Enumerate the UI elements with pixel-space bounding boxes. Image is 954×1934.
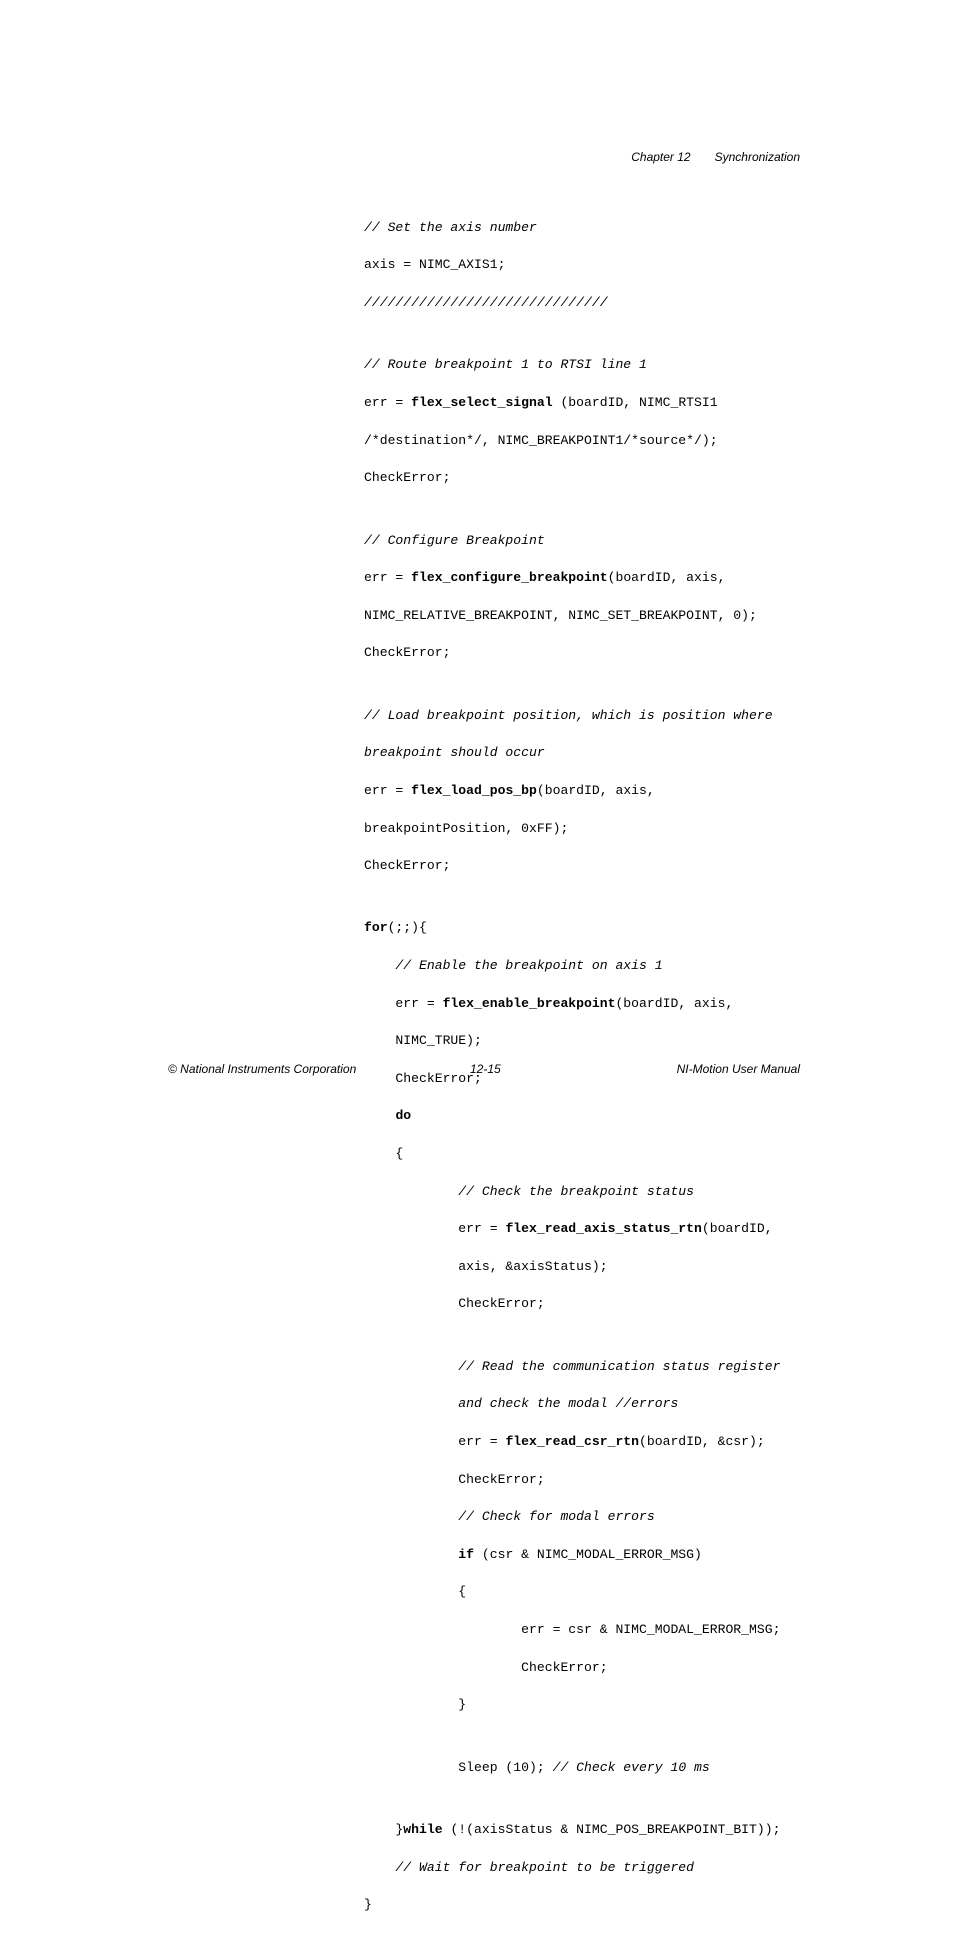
function-name: flex_read_csr_rtn <box>505 1434 640 1449</box>
footer-copyright: © National Instruments Corporation <box>168 1062 357 1076</box>
code-line: Sleep (10); // Check every 10 ms <box>364 1759 710 1775</box>
code-line: err = flex_load_pos_bp(boardID, axis, <box>364 782 655 798</box>
function-name: flex_load_pos_bp <box>411 782 537 798</box>
code-line: CheckError; <box>364 1296 545 1312</box>
code-line: CheckError; <box>364 1070 482 1086</box>
code-line: NIMC_TRUE); <box>364 1033 482 1049</box>
manual-title: NI-Motion User Manual <box>676 1062 800 1076</box>
code-line: err = flex_read_axis_status_rtn(boardID, <box>364 1221 773 1237</box>
running-header <box>631 150 800 164</box>
code-line: and check the modal //errors <box>364 1396 679 1412</box>
code-line: { <box>364 1584 467 1600</box>
code-line: CheckError; <box>364 1471 545 1487</box>
code-line: breakpointPosition, 0xFF); <box>364 820 569 836</box>
code-line: }while (!(axisStatus & NIMC_POS_BREAKPOINT_BIT)); <box>364 1821 781 1837</box>
code-line: CheckError; <box>364 1659 608 1675</box>
code-line: if (csr & NIMC_MODAL_ERROR_MSG) <box>458 1546 702 1562</box>
code-line: // Set the axis number <box>364 219 537 235</box>
code-line: CheckError; <box>364 470 451 486</box>
code-line: err = flex_read_csr_rtn(boardID, &csr); <box>364 1434 765 1449</box>
code-line: { <box>364 1146 404 1162</box>
code-line: err = flex_enable_breakpoint(boardID, axis, <box>364 995 734 1011</box>
code-line: // Configure Breakpoint <box>364 532 545 548</box>
code-line: } <box>364 1897 372 1913</box>
section-title: Synchronization <box>714 150 800 164</box>
function-name: flex_read_axis_status_rtn <box>505 1221 702 1237</box>
code-line: err = flex_configure_breakpoint(boardID, axis, <box>364 570 726 586</box>
inline-comment: // Check every 10 ms <box>552 1759 710 1775</box>
code-line: // Enable the breakpoint on axis 1 <box>364 958 663 974</box>
code-line: // Check for modal errors <box>364 1509 655 1525</box>
code-line: // Wait for breakpoint to be triggered <box>364 1859 695 1875</box>
code-line: err = flex_select_signal (boardID, NIMC_RTSI1 <box>364 394 718 410</box>
chapter-label: Chapter 12 <box>631 150 691 164</box>
code-line: // Route breakpoint 1 to RTSI line 1 <box>364 357 647 373</box>
code-line: // Read the communication status register <box>364 1358 781 1374</box>
code-line: breakpoint should occur <box>364 745 545 761</box>
code-line: } <box>364 1697 467 1713</box>
keyword: do <box>395 1108 412 1124</box>
code-line: CheckError; <box>364 645 451 661</box>
function-name: flex_configure_breakpoint <box>411 570 608 586</box>
code-line: CheckError; <box>364 858 451 874</box>
function-name: flex_select_signal <box>411 394 553 410</box>
code-line: // Load breakpoint position, which is position where <box>364 707 773 723</box>
keyword: for <box>364 920 388 936</box>
keyword: while <box>403 1821 443 1837</box>
code-line <box>364 1107 814 1126</box>
code-line: /*destination*/, NIMC_BREAKPOINT1/*source*/); <box>364 432 718 448</box>
code-line: /////////////////////////////// <box>364 294 608 310</box>
code-line: // Check the breakpoint status <box>364 1183 695 1199</box>
code-line: err = csr & NIMC_MODAL_ERROR_MSG; <box>364 1621 781 1637</box>
code-line: for(;;){ <box>364 920 427 936</box>
page-number: 12-15 <box>470 1062 501 1076</box>
code-line: axis, &axisStatus); <box>364 1258 608 1274</box>
function-name: flex_enable_breakpoint <box>442 995 616 1011</box>
keyword: if <box>458 1546 475 1562</box>
code-line: NIMC_RELATIVE_BREAKPOINT, NIMC_SET_BREAKPOINT, 0); <box>364 607 757 623</box>
code-line: axis = NIMC_AXIS1; <box>364 257 506 273</box>
